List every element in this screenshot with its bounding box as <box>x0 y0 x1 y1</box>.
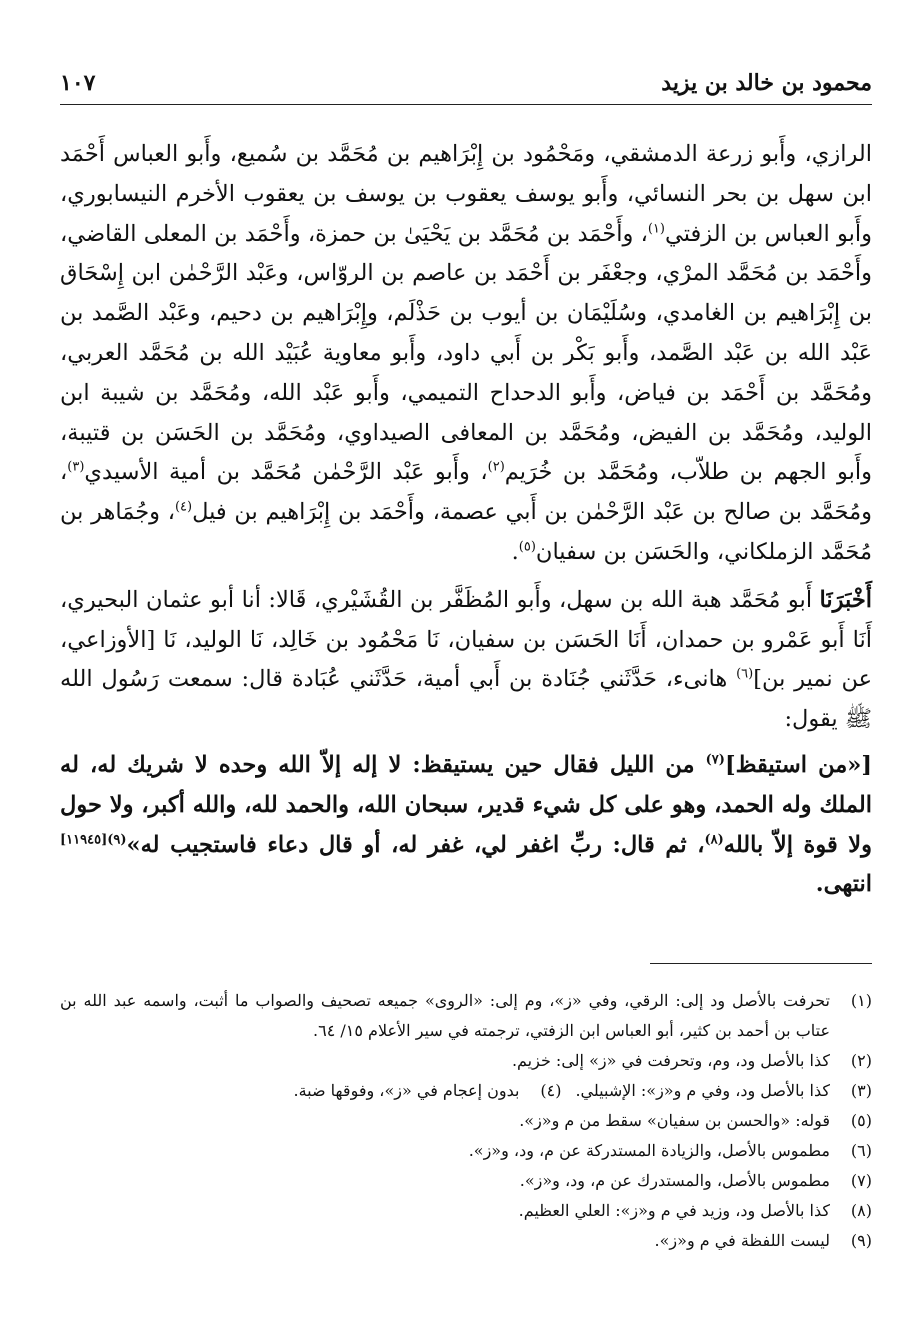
footnote-ref-8[interactable]: (٨) <box>704 832 724 848</box>
footnotes <box>60 986 872 1256</box>
footnote-row-combined <box>60 1076 872 1106</box>
footnote-ref-6[interactable]: (٦) <box>736 666 754 682</box>
main-text <box>60 135 872 905</box>
running-header <box>60 70 872 105</box>
footnote-separator <box>650 963 872 964</box>
book-page <box>60 70 872 1256</box>
footnote-item: (١) تحرفت بالأصل ود إلى: الرقي، وفي «ز»، وم إلى: «الروى» جميعه تصحيف والصواب ما أثبت، واسمه عبد الله بن عتاب بن أحمد بن كثير، أبو العباس ابن الزفتي، ترجمته في سير الأعلام ١٥/ ٦٤. <box>60 991 872 1041</box>
footnote-item: (٤) بدون إعجام في «ز»، وفوقها ضبة. <box>293 1081 562 1101</box>
paragraph-narrators: الرازي، وأَبو زرعة الدمشقي، ومَحْمُود بن إِبْرَاهيم بن مُحَمَّد بن سُميع، وأَبو العباس أَحْمَد ابن سهل بن بحر النسائي، وأَبو يوسف يعقوب بن يوسف بن يعقوب الأخرم النيسابوري، وأَبو العباس بن الزفتي$^{(١)}$، وأَحْمَد بن مُحَمَّد بن يَحْيَىٰ بن حمزة، وأَحْمَد بن المعلى القاضي، وأَحْمَد بن مُحَمَّد المرْي، وجعْفَر بن أَحْمَد بن عاصم بن الروّاس، وعَبْد الرَّحْمٰن ابن إِسْحَاق بن إِبْرَاهيم بن الغامدي، وسُلَيْمَان بن أيوب بن حَذْلَم، وإِبْرَاهيم بن دحيم، وعَبْد الصَّمد بن عَبْد الله بن عَبْد الصَّمد، وأَبو بَكْر بن أَبي داود، وأَبو معاوية عُبَيْد الله بن مُحَمَّد العربي، ومُحَمَّد بن أَحْمَد بن فياض، وأَبو الدحداح التميمي، وأَبو عَبْد الله، ومُحَمَّد بن شيبة ابن الوليد، ومُحَمَّد بن الفيض، ومُحَمَّد بن المعافى الصيداوي، ومُحَمَّد بن الحَسَن بن قتيبة، وأَبو الجهم بن طلاّب، ومُحَمَّد بن خُرَيم$^{(٢)}$، وأَبو عَبْد الرَّحْمٰن مُحَمَّد بن أمية الأسيدي$^{(٣)}$، ومُحَمَّد بن صالح بن عَبْد الرَّحْمٰن بن أَبي عصمة، وأَحْمَد بن إِبْرَاهيم بن فيل$^{(٤)}$، وجُمَاهر بن مُحَمَّد الزملكاني، والحَسَن بن سفيان$^{(٥)}$. <box>60 141 872 565</box>
footnote-ref-5[interactable]: (٥) <box>518 539 536 555</box>
footnote-ref-7[interactable]: (٧) <box>705 752 725 768</box>
footnote-ref-4[interactable]: (٤) <box>174 499 193 515</box>
footnote-item: (٢) كذا بالأصل ود، وم، وتحرفت في «ز» إلى: خزيم. <box>511 1051 872 1071</box>
paragraph-isnad: أَخْبَرَنَا أَبو مُحَمَّد هبة الله بن سهل، وأَبو المُظَفَّر بن القُشَيْري، قَالا: أنا أبو عثمان البحيري، أَنَا أَبو عَمْرو بن حمدان، أَنَا الحَسَن بن سفيان، نَا مَحْمُود بن خَالِد، نَا الوليد، نَا [الأوزاعي، عن نمير بن]$^{(٦)}$ هانىء، حَدَّثَني جُنَادة بن أَبي أمية، حَدَّثَني عُبَادة قال: سمعت رَسُول الله ﷺ يقول: <box>60 586 872 733</box>
footnote-item: (٩) ليست اللفظة في م و«ز». <box>654 1231 872 1251</box>
running-title: محمود بن خالد بن يزيد <box>661 70 872 96</box>
hadith-number: [١١٩٤٥] <box>60 832 108 848</box>
footnote-item: (٨) كذا بالأصل ود، وزيد في م و«ز»: العلي العظيم. <box>518 1201 872 1221</box>
page-number: ١٠٧ <box>60 70 96 96</box>
isnad-lead: أَخْبَرَنَا <box>819 586 872 613</box>
footnote-item: (٥) قوله: «والحسن بن سفيان» سقط من م و«ز». <box>519 1111 872 1131</box>
footnote-item: (٧) مطموس بالأصل، والمستدرك عن م، ود، و«ز». <box>519 1171 872 1191</box>
footnote-ref-3[interactable]: (٣) <box>67 459 85 475</box>
footnote-ref-2[interactable]: (٢) <box>487 459 505 475</box>
footnote-item: (٦) مطموس بالأصل، والزيادة المستدركة عن م، ود، و«ز». <box>468 1141 872 1161</box>
footnote-ref-9[interactable]: (٩) <box>107 832 127 848</box>
footnote-ref-1[interactable]: (١) <box>647 221 665 237</box>
paragraph-hadith: [«من استيقظ]$^{(٧)}$ من الليل فقال حين يستيقظ: لا إله إلاّ الله وحده لا شريك له، له الملك وله الحمد، وهو على كل شيء قدير، سبحان الله، والحمد لله، والله أكبر، ولا حول ولا قوة إلاّ بالله$^{(٨)}$، ثم قال: ربِّ اغفر لي، غفر له، أو قال دعاء فاستجيب له»$^{(٩)[١١٩٤٥]}$ انتهى. <box>60 751 872 898</box>
footnote-item: (٣) كذا بالأصل ود، وفي م و«ز»: الإشبيلي. <box>575 1081 872 1101</box>
